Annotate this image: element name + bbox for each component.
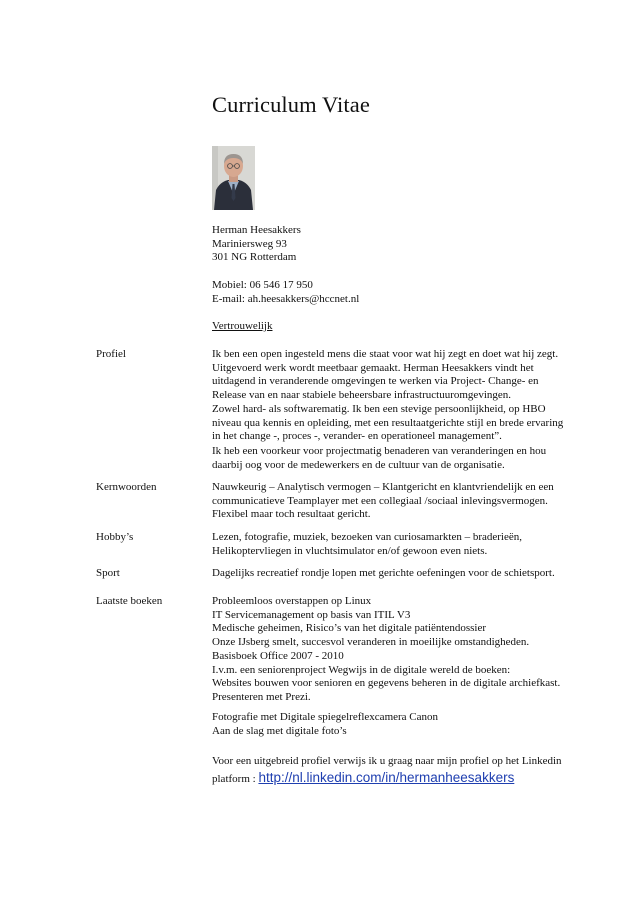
profiel-line: niveau qua kennis en opleiding, met een resultaatgerichte stijl en brede ervaring [212, 416, 564, 429]
contact-street: Mariniersweg 93 [212, 237, 287, 250]
portrait-photo [212, 146, 255, 210]
book-title: Aan de slag met digitale foto’s [212, 724, 347, 737]
profiel-line: Zowel hard- als softwarematig. Ik ben een stevige persoonlijkheid, op HBO [212, 402, 546, 415]
confidential-note [212, 320, 272, 334]
sport-text [212, 567, 555, 581]
book-title: Probleemloos overstappen op Linux [212, 595, 372, 607]
book-title: Basisboek Office 2007 - 2010 [212, 649, 344, 662]
hobbys-text [212, 531, 522, 558]
book-title: IT Servicemanagement op basis van ITIL V3 [212, 608, 411, 621]
profiel-paragraph-2 [212, 445, 546, 472]
section-label-boeken: Laatste boeken [96, 595, 163, 607]
kernwoorden-line: communicatieve Teamplayer met een collegiaal /sociaal inlevingsvermogen. [212, 494, 548, 507]
page-title: Curriculum Vitae [212, 92, 370, 117]
profiel-line: Ik heb een voorkeur voor projectmatig benaderen van veranderingen en hou [212, 445, 547, 457]
footer-text [212, 755, 562, 786]
book-title: Presenteren met Prezi. [212, 690, 311, 703]
contact-details [212, 279, 359, 306]
hobbys-line: Lezen, fotografie, muziek, bezoeken van curiosamarkten – braderieën, [212, 531, 522, 543]
book-title: Fotografie met Digitale spiegelreflexcamera Canon [212, 711, 439, 723]
contact-block [212, 224, 301, 265]
kernwoorden-line: Nauwkeurig – Analytisch vermogen – Klantgericht en klantvriendelijk en een [212, 481, 554, 493]
section-label-hobbys: Hobby’s [96, 531, 134, 543]
footer-link-prefix: platform : [212, 772, 259, 785]
footer-link-line [212, 771, 562, 787]
profiel-line: Uitgevoerd werk wordt meetbaar gemaakt. Herman Heesakkers vindt het [212, 361, 534, 374]
profiel-line: daarbij oog voor de medewerkers en de cultuur van de organisatie. [212, 458, 505, 471]
profiel-line: in het change -, proces -, verander- en operationeel management”. [212, 430, 502, 443]
confidential-label: Vertrouwelijk [212, 320, 273, 332]
contact-city: 301 NG Rotterdam [212, 251, 297, 264]
profiel-paragraph-1 [212, 348, 563, 444]
profiel-line: Release van en naar stabiele beheersbare infrastructuuromgevingen. [212, 389, 512, 402]
person-portrait-image [212, 146, 255, 210]
kernwoorden-line: Flexibel maar toch resultaat gericht. [212, 508, 371, 521]
book-title: I.v.m. een seniorenproject Wegwijs in de digitale wereld de boeken: [212, 663, 511, 676]
profiel-line: uitdagend in veranderende omgevingen te werken via Project- Change- en [212, 375, 539, 388]
sport-line: Dagelijks recreatief rondje lopen met gerichte oefeningen voor de schietsport. [212, 567, 555, 579]
hobbys-line: Helikoptervliegen in vluchtsimulator en/of gewoon even niets. [212, 544, 488, 557]
book-title: Onze IJsberg smelt, succesvol veranderen in moeilijke omstandigheden. [212, 636, 530, 649]
book-title: Medische geheimen, Risico’s van het digitale patiëntendossier [212, 622, 487, 635]
linkedin-profile-link[interactable]: http://nl.linkedin.com/in/hermanheesakkers [258, 769, 515, 785]
boeken-list [212, 595, 560, 705]
contact-mobile: Mobiel: 06 546 17 950 [212, 279, 313, 291]
profiel-line: Ik ben een open ingesteld mens die staat voor wat hij zegt en doet wat hij zegt. [212, 348, 559, 360]
section-label-kernwoorden: Kernwoorden [96, 481, 157, 493]
section-label-sport: Sport [96, 567, 120, 579]
contact-email: E-mail: ah.heesakkers@hccnet.nl [212, 292, 360, 305]
contact-name: Herman Heesakkers [212, 224, 301, 236]
kernwoorden-text [212, 481, 554, 522]
boeken-list-2 [212, 711, 438, 738]
section-label-profiel: Profiel [96, 348, 126, 360]
footer-line: Voor een uitgebreid profiel verwijs ik u graag naar mijn profiel op het Linkedin [212, 755, 562, 767]
book-title: Websites bouwen voor senioren en gegevens beheren in de digitale archiefkast. [212, 677, 561, 690]
